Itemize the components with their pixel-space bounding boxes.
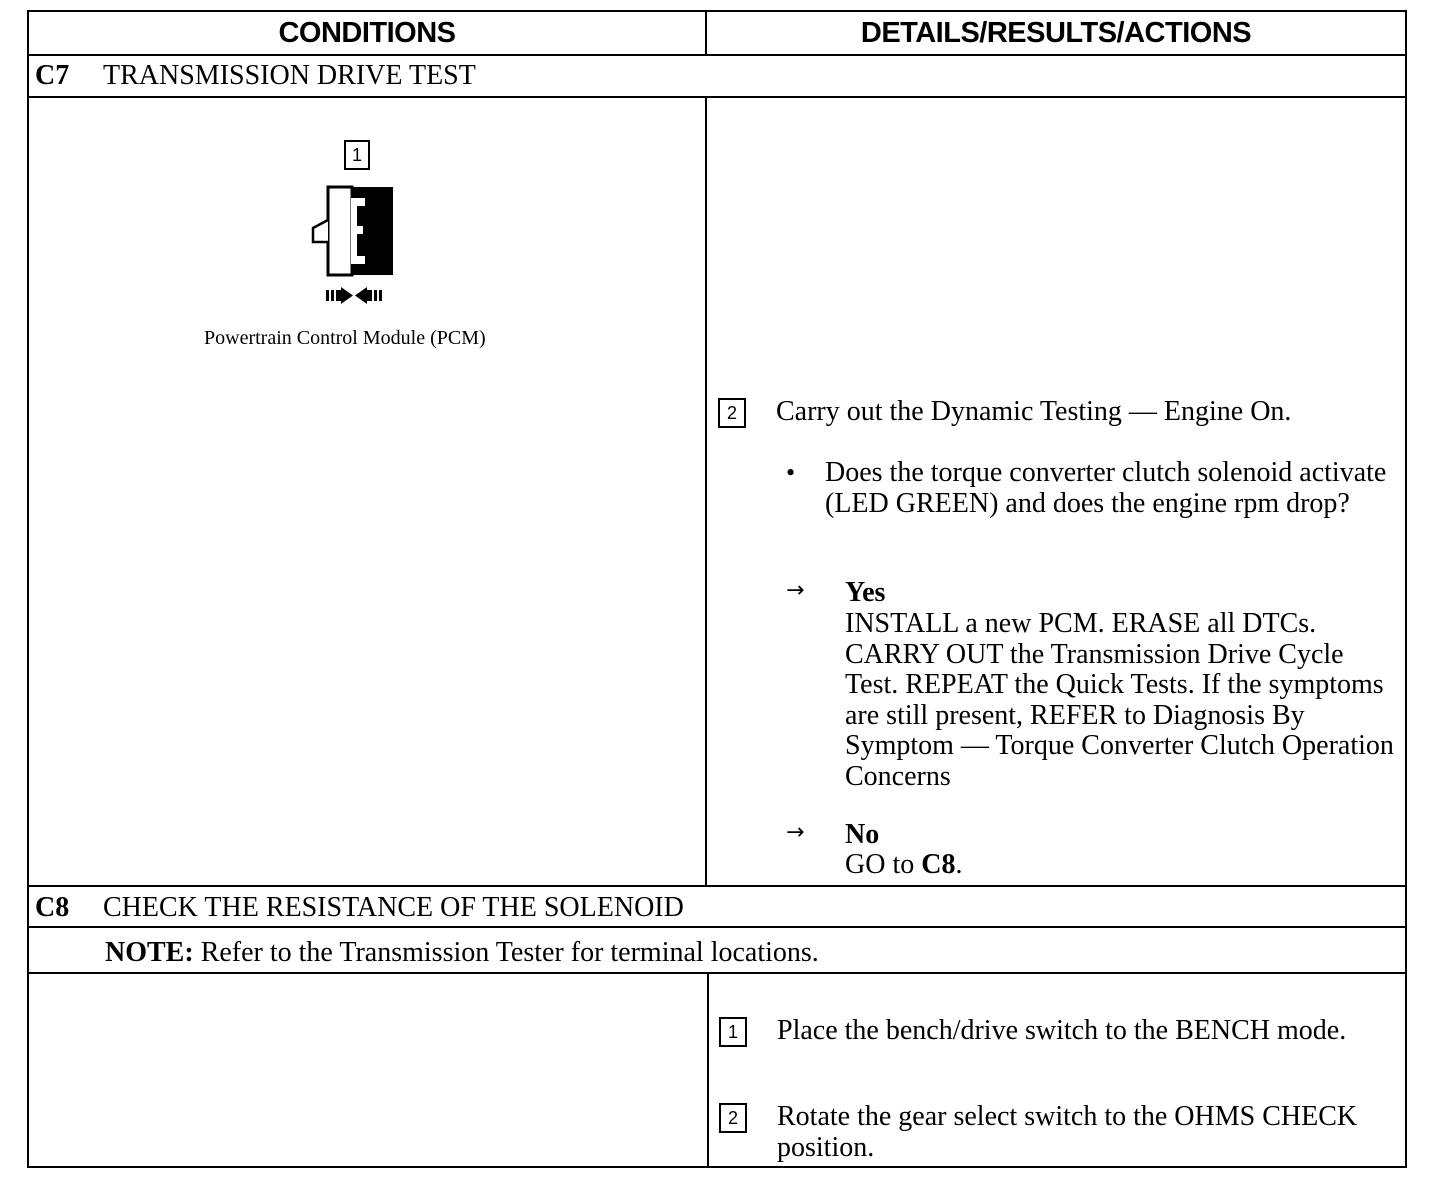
yes-label: Yes (845, 577, 886, 608)
step-text: Carry out the Dynamic Testing — Engine On. (776, 396, 1292, 427)
divider (29, 885, 1405, 887)
yes-action: INSTALL a new PCM. ERASE all DTCs. CARRY OUT the Transmission Drive Cycle Test. REPEAT the Quick Tests. If the symptoms are still present, REFER to Diagnosis By Symptom — Torque Converter Clutch Operation Concerns (845, 608, 1394, 792)
note-text: Refer to the Transmission Tester for terminal locations. (193, 937, 819, 968)
section-title-text: CHECK THE RESISTANCE OF THE SOLENOID (103, 892, 684, 923)
step-number-box: 1 (344, 140, 370, 170)
section-title-text: TRANSMISSION DRIVE TEST (103, 60, 476, 91)
step-text: Place the bench/drive switch to the BENCH mode. (777, 1015, 1347, 1046)
no-label: No (845, 819, 880, 850)
no-action-target: C8 (921, 849, 956, 880)
divider (29, 972, 1405, 974)
note-label: NOTE: (105, 937, 194, 968)
step-number-box: 2 (718, 398, 746, 428)
pcm-connector-icon (305, 184, 397, 306)
column-header-details: DETAILS/RESULTS/ACTIONS (860, 16, 1252, 49)
section-code: C8 (35, 892, 70, 923)
divider (29, 96, 1405, 98)
test-question: Does the torque converter clutch solenoid activate (LED GREEN) and does the engine rpm drop? (825, 457, 1387, 519)
step-number-box: 2 (719, 1103, 747, 1133)
bullet-icon: • (786, 458, 796, 487)
note (105, 937, 819, 969)
no-action (845, 850, 962, 881)
step-number-box: 1 (719, 1017, 747, 1047)
no-action-prefix: GO to (845, 849, 922, 880)
arrow-right-icon: → (786, 820, 805, 845)
section-code: C7 (35, 60, 70, 91)
diagnostic-table (27, 10, 1407, 1168)
section-title-c7 (35, 60, 476, 92)
column-divider (705, 12, 707, 54)
column-header-conditions: CONDITIONS (278, 16, 456, 49)
figure-caption: Powertrain Control Module (PCM) (204, 327, 486, 349)
section-title-c8 (35, 892, 684, 924)
column-divider (705, 96, 707, 885)
arrow-right-icon: → (786, 578, 805, 603)
no-action-suffix: . (955, 849, 963, 880)
step-text: Rotate the gear select switch to the OHMS CHECK position. (777, 1101, 1358, 1163)
divider (29, 926, 1405, 928)
divider (29, 54, 1405, 56)
column-divider (707, 972, 709, 1168)
